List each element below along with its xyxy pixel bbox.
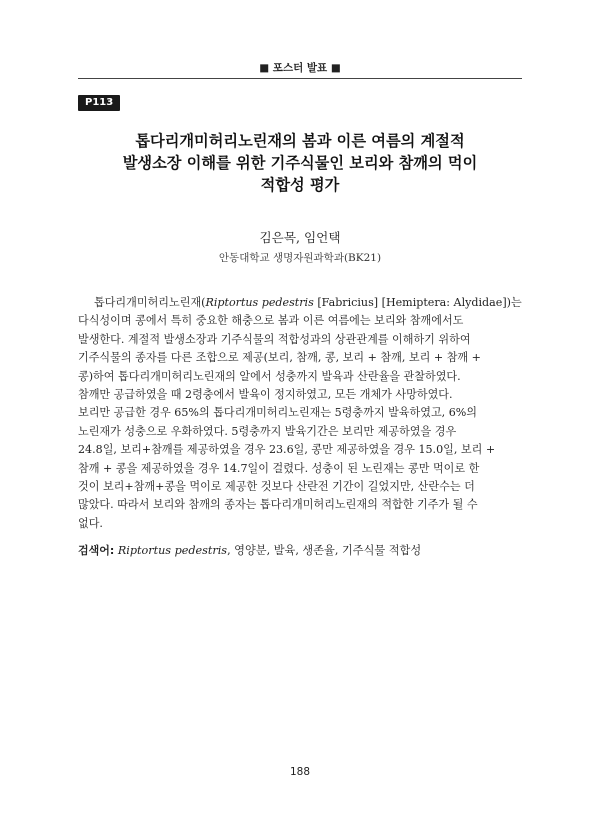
abstract-line: 참깨만 공급하였을 때 2령충에서 발육이 정지하였고, 모든 개체가 사망하였다. — [78, 388, 453, 402]
keywords-label: 검색어: — [78, 544, 115, 557]
section-header: ■ 포스터 발표 ■ — [259, 62, 341, 74]
abstract-line: 발생한다. 계절적 발생소장과 기주식물의 적합성과의 상관관계를 이해하기 위하여 — [78, 332, 471, 346]
authors: 김은목, 임언택 — [259, 230, 341, 245]
keywords — [78, 542, 522, 558]
abstract-line: 참깨 + 콩을 제공하였을 경우 14.7일이 걸렸다. 성충이 된 노린재는 콩만 먹이로 한 — [78, 461, 480, 475]
page-number: 188 — [289, 766, 311, 778]
header-divider — [78, 78, 522, 79]
abstract-line-first: 톱다리개미허리노린재(Riptortus pedestris [Fabricius] [Hemiptera: Alydidae])는 — [94, 296, 522, 309]
abstract-line: 노린재가 성충으로 우화하였다. 5령충까지 발육기간은 보리만 제공하였을 경우 — [78, 424, 457, 438]
title-line: 적합성 평가 — [260, 176, 340, 194]
abstract-line: 다식성이며 콩에서 특히 중요한 해충으로 봄과 이른 여름에는 보리와 참깨에서도 — [78, 314, 464, 328]
abstract-line: 많았다. 따라서 보리와 참깨의 종자는 톱다리개미허리노린재의 적합한 기주가 될 수 — [78, 498, 478, 512]
title-line: 톱다리개미허리노린재의 봄과 이른 여름의 계절적 — [135, 132, 465, 150]
abstract-line: 보리만 공급한 경우 65%의 톱다리개미허리노린재는 5령충까지 발육하였고, 6%의 — [78, 406, 478, 420]
abstract — [78, 294, 522, 533]
keyword-list: , 영양분, 발육, 생존율, 기주식물 적합성 — [227, 544, 422, 557]
keyword-species: Riptortus pedestris — [117, 544, 228, 557]
abstract-line: 콩)하여 톱다리개미허리노린재의 알에서 성충까지 발육과 산란율을 관찰하였다. — [78, 369, 461, 383]
title-line: 발생소장 이해를 위한 기주식물인 보리와 참깨의 먹이 — [122, 154, 478, 172]
paper-title — [78, 130, 522, 196]
affiliation: 안동대학교 생명자원과학과(BK21) — [218, 252, 382, 264]
abstract-line: 24.8일, 보리+참깨를 제공하였을 경우 23.6일, 콩만 제공하였을 경우 15.0일, 보리 + — [78, 443, 496, 457]
poster-code-badge: P113 — [78, 95, 120, 111]
abstract-line: 기주식물의 종자를 다른 조합으로 제공(보리, 참깨, 콩, 보리 + 참깨, 보리 + 참깨 + — [78, 351, 481, 365]
abstract-line: 것이 보리+참깨+콩을 먹이로 제공한 것보다 산란전 기간이 길었지만, 산란수는 더 — [78, 480, 475, 494]
abstract-line: 없다. — [78, 516, 103, 530]
